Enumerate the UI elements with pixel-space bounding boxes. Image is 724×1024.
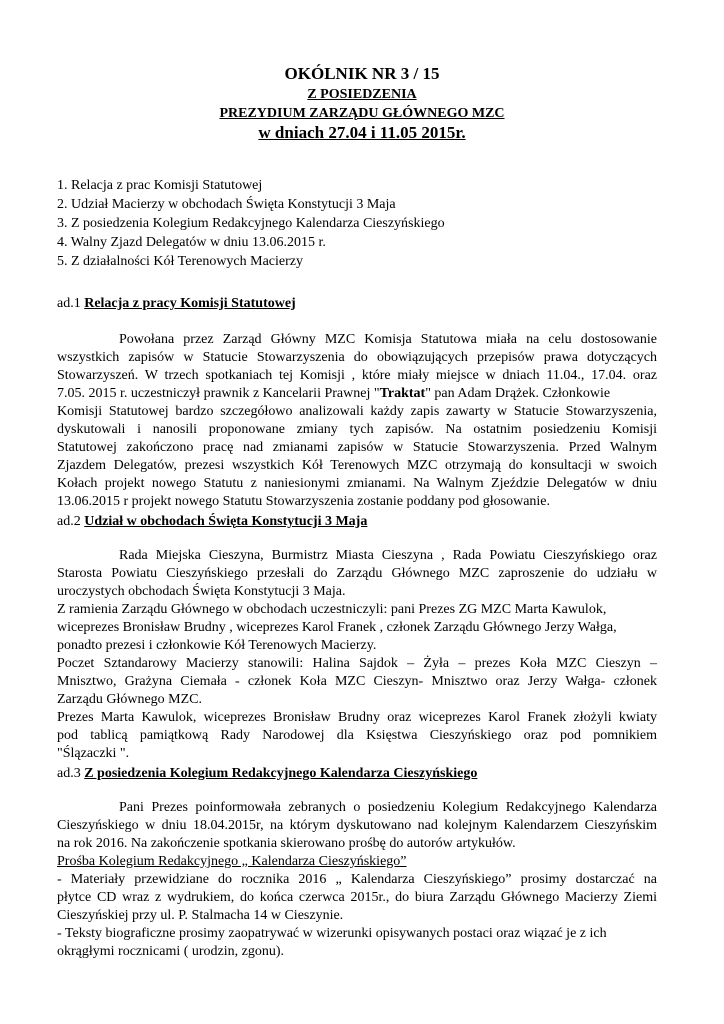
- section-2-line: Z ramienia Zarządu Głównego w obchodach uczestniczyli: pani Prezes ZG MZC Marta Kawulok,: [57, 602, 607, 617]
- section-2-heading: [57, 513, 367, 531]
- section-2-line: Prezes Marta Kawulok, wiceprezes Bronisław Brudny oraz wiceprezes Karol Franek złożyli kwiaty: [57, 710, 657, 725]
- document-date: w dniach 27.04 i 11.05 2015r.: [258, 123, 466, 142]
- section-2-line: Starosta Powiatu Cieszyńskiego przesłali do Zarządu Głównego MZC zaproszenie do udziału w: [57, 566, 657, 581]
- section-2-line: uroczystych obchodach Święta Konstytucji 3 Maja.: [57, 584, 346, 599]
- section-1-line: wszystkich zapisów w Statucie Stowarzyszenia do obowiązujących przepisów prawa dotyczących: [57, 350, 657, 365]
- section-1-line-traktat: [57, 385, 657, 403]
- section-2-label: ad.2: [57, 514, 85, 529]
- section-2-line: "Ślązaczki ".: [57, 746, 130, 761]
- toc-item: 3. Z posiedzenia Kolegium Redakcyjnego Kalendarza Cieszyńskiego: [57, 216, 445, 231]
- toc-item: 4. Walny Zjazd Delegatów w dniu 13.06.2015 r.: [57, 235, 326, 250]
- section-1-line: Kołach projekt nowego Statutu z naniesionymi zmianami. Na Walnym Zjeździe Delegatów w dniu: [57, 476, 657, 491]
- section-3-line: okrągłymi rocznicami ( urodzin, zgonu).: [57, 944, 285, 959]
- section-1-line-part: " pan Adam Drążek. Członkowie: [425, 386, 611, 401]
- document-title: OKÓLNIK NR 3 / 15: [284, 64, 440, 83]
- section-2-line: ponadto prezesi i członkowie Kół Terenowych Macierzy.: [57, 638, 377, 653]
- section-1-label: ad.1: [57, 296, 85, 311]
- section-2-body: [57, 547, 657, 763]
- section-3-label: ad.3: [57, 766, 85, 781]
- section-1-body: [57, 331, 657, 511]
- table-of-contents: [57, 176, 445, 271]
- section-3-line: - Teksty biograficzne prosimy zaopatrywać w wizerunki opisywanych postaci oraz wiązać je z ich: [57, 926, 607, 941]
- section-1-line: Statutowej zakończono pracę nad zmianami zapisów w Statucie Stowarzyszenia. Przed Walnym: [57, 440, 657, 455]
- section-2-line: pod tablicą pamiątkową Rady Narodowej dla Księstwa Cieszyńskiego oraz pod pomnikiem: [57, 728, 657, 743]
- section-2-line: Poczet Sztandarowy Macierzy stanowili: Halina Sajdok – Żyła – prezes Koła MZC Cieszyn –: [57, 656, 657, 671]
- section-1-heading: [57, 295, 296, 313]
- section-3-title: Z posiedzenia Kolegium Redakcyjnego Kalendarza Cieszyńskiego: [84, 766, 478, 781]
- section-3-line: Pani Prezes poinformowała zebranych o posiedzeniu Kolegium Redakcyjnego Kalendarza: [119, 800, 657, 815]
- section-3-request-heading: Prośba Kolegium Redakcyjnego „ Kalendarza Cieszyńskiego”: [57, 854, 407, 869]
- section-1-line: Zjazdem Delegatów, prezesi wszystkich Kół Terenowych MZC otrzymają do konsultacji w swoich: [57, 458, 657, 473]
- toc-item: 1. Relacja z prac Komisji Statutowej: [57, 178, 263, 193]
- section-2-title: Udział w obchodach Święta Konstytucji 3 Maja: [84, 514, 368, 529]
- section-1-line: Powołana przez Zarząd Główny MZC Komisja Statutowa miała na celu dostosowanie: [119, 332, 657, 347]
- section-1-line: dyskutowali i nanosili proponowane zmiany tych zapisów. Na ostatnim posiedzeniu Komisji: [57, 422, 657, 437]
- section-3-body: [57, 799, 657, 961]
- section-1-line: Komisji Statutowej bardzo szczegółowo analizowali każdy zapis zawarty w Statucie Stowarzyszenia,: [57, 404, 657, 419]
- section-1-line: 13.06.2015 r projekt nowego Statutu Stowarzyszenia zostanie poddany pod głosowanie.: [57, 494, 551, 509]
- section-1-title: Relacja z pracy Komisji Statutowej: [84, 296, 296, 311]
- document-subtitle-1: Z POSIEDZENIA: [307, 87, 417, 102]
- section-2-line: wiceprezes Bronisław Brudny , wiceprezes Karol Franek , członek Zarządu Głównego Jerzy Wałga,: [57, 620, 617, 635]
- section-3-line: Cieszyńskiego w dniu 18.04.2015r, na którym dyskutowano nad kolejnym Kalendarzem Cieszyńskim: [57, 818, 657, 833]
- section-3-line: Cieszyńskiej przy ul. P. Stalmacha 14 w Cieszynie.: [57, 908, 344, 923]
- section-1-line-part: 7.05. 2015 r. uczestniczył prawnik z Kancelarii Prawnej ": [57, 386, 380, 401]
- section-2-line: Zarządu Głównego MZC.: [57, 692, 203, 707]
- toc-item: 5. Z działalności Kół Terenowych Macierzy: [57, 254, 304, 269]
- section-3-line: na rok 2016. Na zakończenie spotkania skierowano prośbę do autorów artykułów.: [57, 836, 516, 851]
- section-2-line: Rada Miejska Cieszyna, Burmistrz Miasta Cieszyna , Rada Powiatu Cieszyńskiego oraz: [119, 548, 657, 563]
- section-2-line: Mnisztwo, Grażyna Ciemała - członek Koła MZC Cieszyn- Mnisztwo oraz Jerzy Wałga- członek: [57, 674, 657, 689]
- traktat-name: Traktat: [379, 386, 426, 401]
- section-1-line: Stowarzyszeń. W trzech spotkaniach tej Komisji , które miały miejsce w dniach 11.04., 17.04. oraz: [57, 368, 657, 383]
- section-3-line: - Materiały przewidziane do rocznika 2016 „ Kalendarza Cieszyńskiego” prosimy dostarczać na: [57, 872, 657, 887]
- section-3-heading: [57, 765, 477, 783]
- document-subtitle-2: PREZYDIUM ZARZĄDU GŁÓWNEGO MZC: [219, 106, 505, 121]
- section-3-line: płytce CD wraz z wydrukiem, do końca czerwca 2015r., do biura Zarządu Głównego Macierzy Ziemi: [57, 890, 657, 905]
- toc-item: 2. Udział Macierzy w obchodach Święta Konstytucji 3 Maja: [57, 197, 396, 212]
